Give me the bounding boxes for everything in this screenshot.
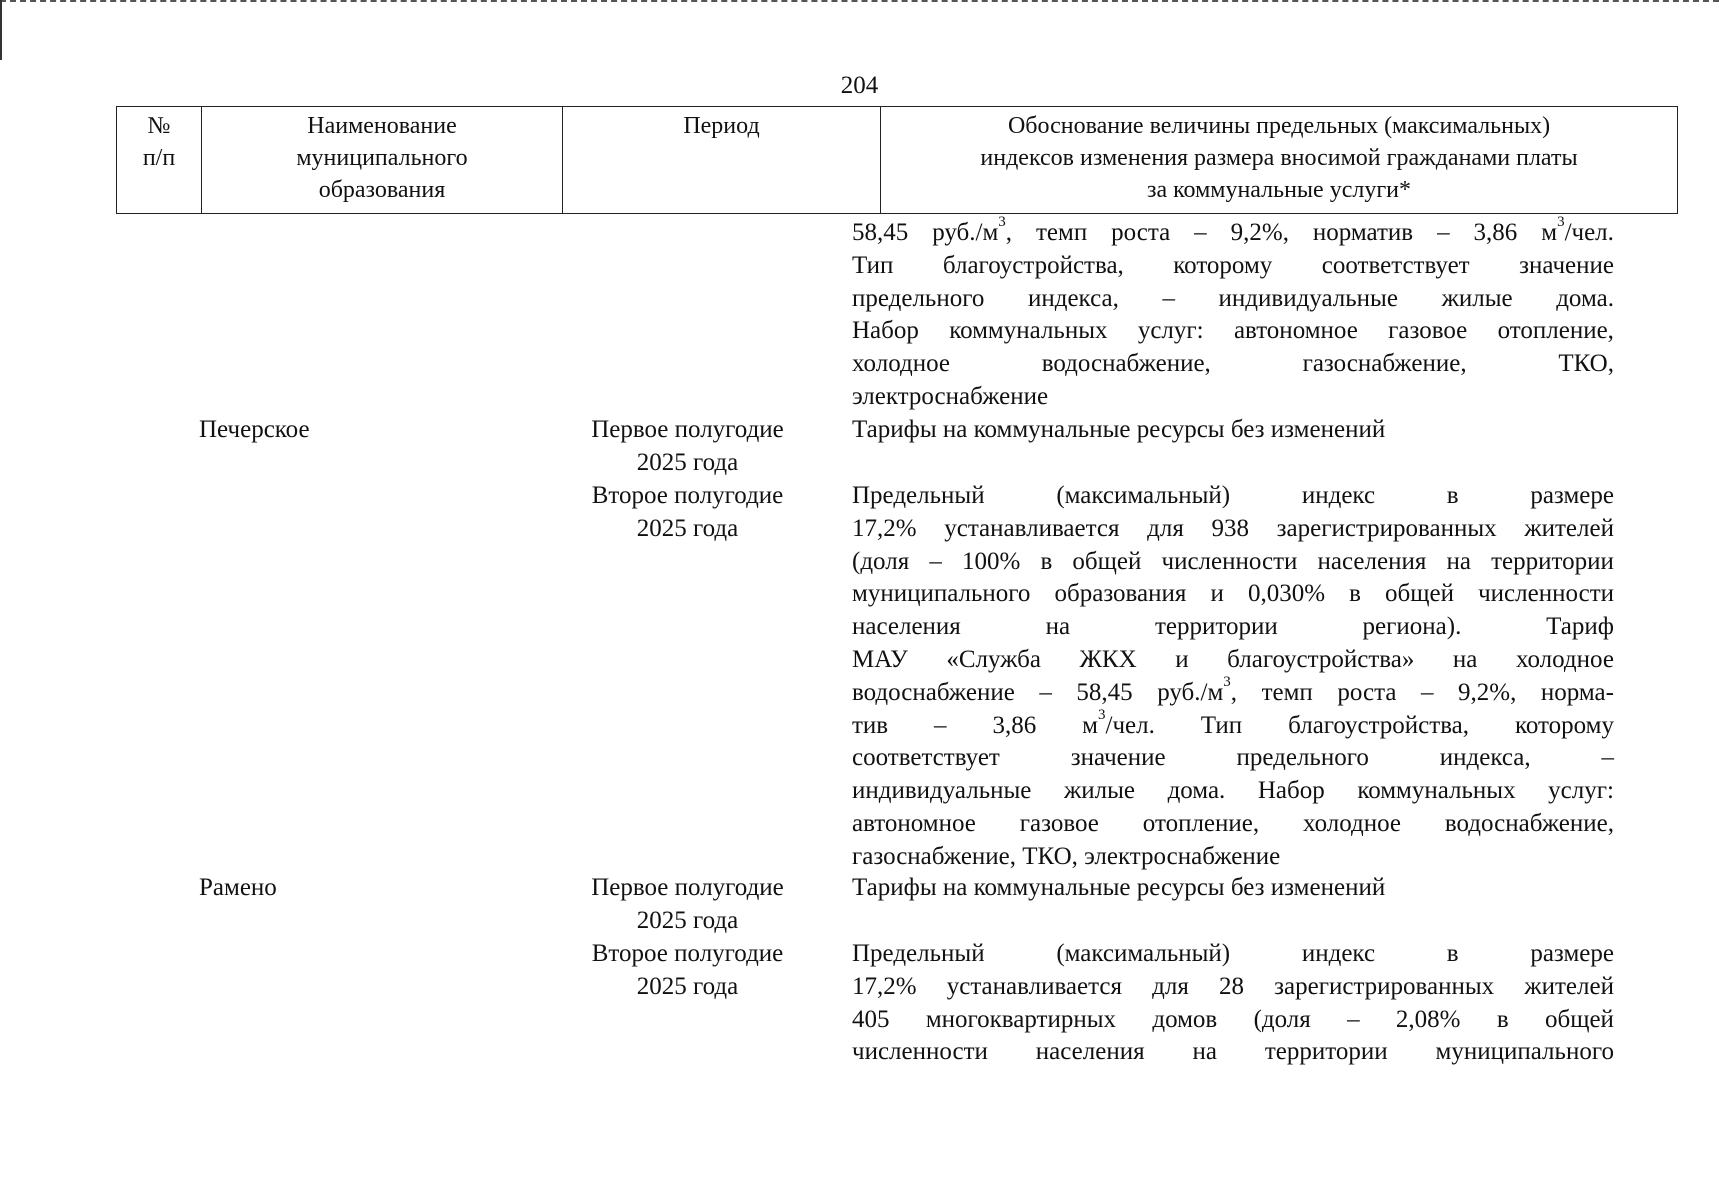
- text-line: 405 многоквартирных домов (доля – 2,08% в общей: [852, 1005, 1614, 1033]
- municipality-name: Рамено: [199, 874, 277, 901]
- text-line: водоснабжение – 58,45 $руб./м^3$, темп роста – 9,2%, норма-: [852, 673, 1614, 706]
- text-line: (доля – 100% в общей численности населения на территории: [852, 547, 1614, 575]
- period-second-half: Второе полугодие 2025 года: [591, 940, 784, 1000]
- text-line: МАУ «Служба ЖКХ и благоустройства» на холодное: [852, 645, 1614, 673]
- text-line: электроснабжение: [852, 382, 1049, 410]
- text-line: холодное водоснабжение, газоснабжение, ТКО,: [852, 350, 1614, 378]
- continuation-text: [852, 214, 1614, 414]
- header-justification: Обоснование величины предельных (максимальных) индексов изменения размера вносимой гражданами платы за коммунальные услуги*: [881, 107, 1678, 214]
- text-line: населения на территории региона). Тариф: [852, 613, 1614, 641]
- text-line: Тип благоустройства, которому соответствует значение: [852, 251, 1614, 279]
- text-line: Предельный (максимальный) индекс в размере: [852, 940, 1614, 967]
- page-number: 204: [840, 72, 879, 99]
- text-line: 17,2% устанавливается для 28 зарегистрированных жителей: [852, 972, 1614, 1000]
- text-line: 58,45 $руб./м^3$, темп роста – 9,2%, норматив – 3,86 $м^3$/чел.: [852, 214, 1614, 246]
- text-line: Набор коммунальных услуг: автономное газовое отопление,: [852, 317, 1614, 345]
- justification-second-half: [852, 480, 1614, 874]
- text-line: газоснабжение, ТКО, электроснабжение: [852, 842, 1281, 870]
- text-line: 17,2% устанавливается для 938 зарегистрированных жителей: [852, 514, 1614, 542]
- header-period: Период: [563, 107, 881, 214]
- text-line: соответствует значение предельного индекса, –: [852, 744, 1614, 772]
- period-first-half: Первое полугодие 2025 года: [591, 874, 784, 934]
- text-line: муниципального образования и 0,030% в общей численности: [852, 580, 1614, 608]
- period-first-half: Первое полугодие 2025 года: [591, 416, 784, 476]
- text-line: тив – 3,86 $м^3$/чел. Тип благоустройства, которому: [852, 706, 1614, 739]
- text-line: Предельный (максимальный) индекс в размере: [852, 482, 1614, 509]
- justification-first-half: Тарифы на коммунальные ресурсы без изменений: [852, 416, 1386, 443]
- scan-border-top: [0, 0, 1719, 2]
- period-second-half: Второе полугодие 2025 года: [591, 482, 784, 542]
- text-line: численности населения на территории муниципального: [852, 1038, 1614, 1066]
- municipality-name: Печерское: [199, 416, 310, 443]
- justification-second-half: [852, 938, 1614, 1069]
- text-line: индивидуальные жилые дома. Набор коммунальных услуг:: [852, 777, 1614, 805]
- justification-first-half: Тарифы на коммунальные ресурсы без изменений: [852, 874, 1386, 901]
- text-line: предельного индекса, – индивидуальные жилые дома.: [852, 284, 1614, 312]
- table-header: [116, 106, 1678, 214]
- text-line: автономное газовое отопление, холодное водоснабжение,: [852, 809, 1614, 837]
- header-number: № п/п: [117, 107, 202, 214]
- scan-border-left: [0, 0, 2, 60]
- header-municipality-name: Наименование муниципального образования: [202, 107, 563, 214]
